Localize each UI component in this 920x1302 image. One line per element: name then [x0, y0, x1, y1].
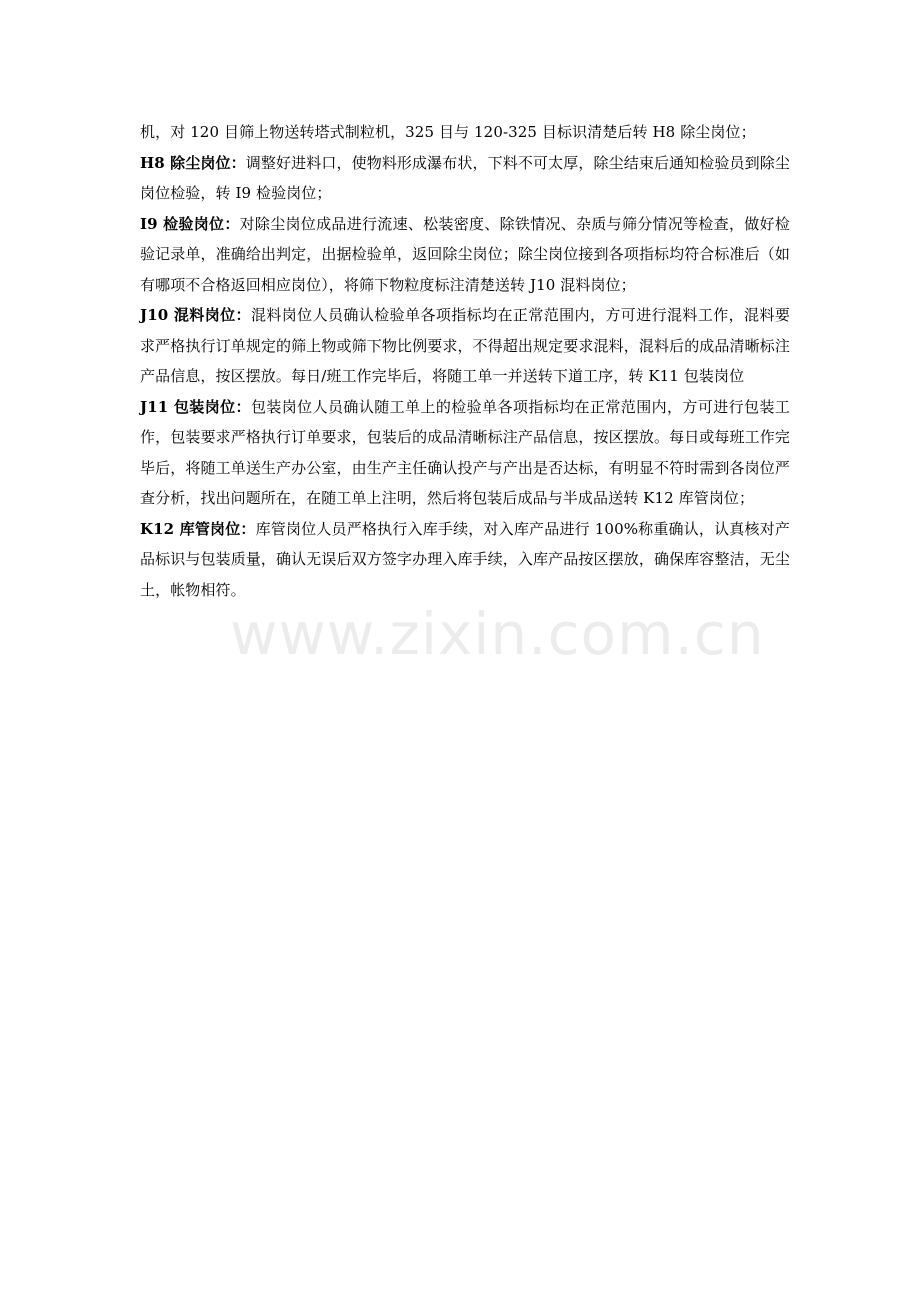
- section-h8-dust-removal: [140, 148, 790, 209]
- section-text: 对除尘岗位成品进行流速、松装密度、除铁情况、杂质与筛分情况等检查，做好检验记录单，准确给出判定，出据检验单，返回除尘岗位；除尘岗位接到各项指标均符合标准后（如有哪项不合格返回相应岗位），将筛下物粒度标注清楚送转 J10 混料岗位；: [140, 214, 790, 294]
- section-label: K12 库管岗位：: [140, 519, 256, 538]
- section-label: J10 混料岗位：: [140, 306, 251, 324]
- section-label: H8 除尘岗位：: [140, 153, 246, 172]
- section-label: I9 检验岗位：: [140, 214, 240, 233]
- section-j11-packaging: [140, 392, 790, 514]
- section-i9-inspection: [140, 209, 790, 301]
- watermark: www.zixin.com.cn: [230, 600, 765, 668]
- section-text: 混料岗位人员确认检验单各项指标均在正常范围内，方可进行混料工作，混料要求严格执行订单规定的筛上物或筛下物比例要求，不得超出规定要求混料，混料后的成品清晰标注产品信息，按区摆放。每日/班工作完毕后，将随工单一并送转下道工序，转 K11 包装岗位: [140, 306, 790, 385]
- intro-paragraph: 机，对 120 目筛上物送转塔式制粒机，325 目与 120-325 目标识清楚后转 H8 除尘岗位；: [140, 123, 756, 141]
- section-k12-warehouse: [140, 514, 790, 606]
- section-text: 调整好进料口，使物料形成瀑布状，下料不可太厚，除尘结束后通知检验员到除尘岗位检验，转 I9 检验岗位；: [140, 153, 790, 202]
- section-text: 库管岗位人员严格执行入库手续，对入库产品进行 100%称重确认，认真核对产品标识与包装质量，确认无误后双方签字办理入库手续，入库产品按区摆放，确保库容整洁，无尘土，帐物相符。: [140, 519, 790, 599]
- document-body: [140, 117, 790, 605]
- section-j10-mixing: [140, 300, 790, 392]
- section-text: 包装岗位人员确认随工单上的检验单各项指标均在正常范围内，方可进行包装工作，包装要求严格执行订单要求，包装后的成品清晰标注产品信息，按区摆放。每日或每班工作完毕后，将随工单送生产办公室，由生产主任确认投产与产出是否达标，有明显不符时需到各岗位严查分析，找出问题所在，在随工单上注明，然后将包装后成品与半成品送转 K12 库管岗位；: [140, 397, 790, 507]
- section-label: J11 包装岗位：: [140, 397, 251, 416]
